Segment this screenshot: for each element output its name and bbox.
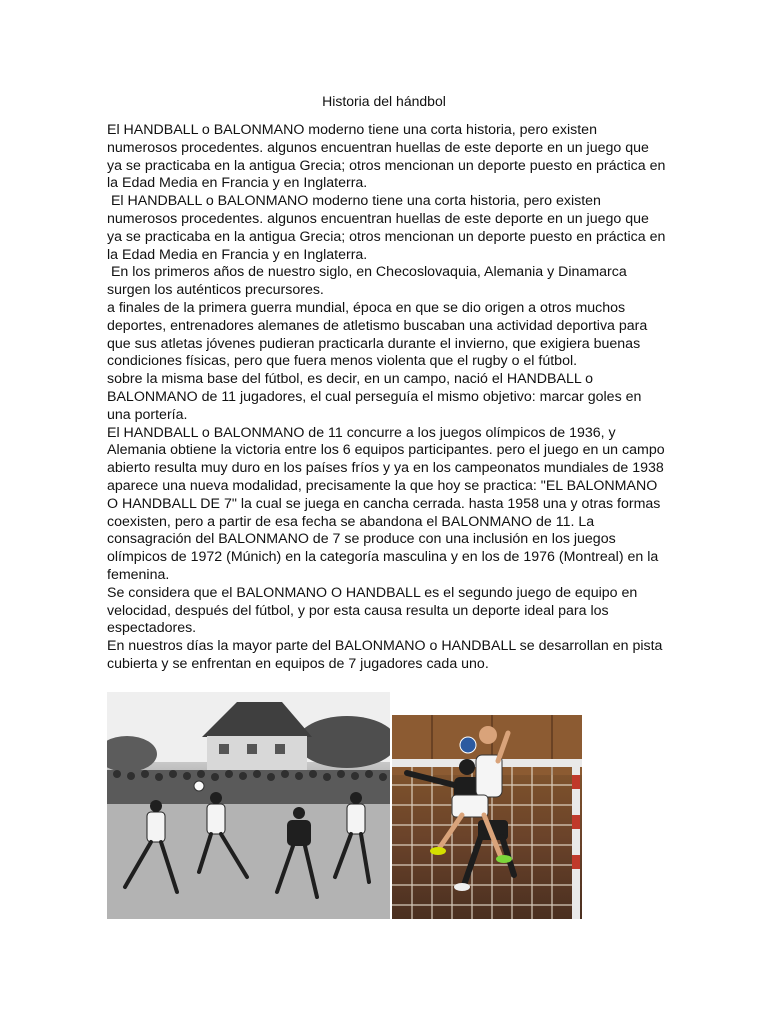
- paragraph: Se considera que el BALONMANO O HANDBALL es el segundo juego de equipo en velocidad, después del fútbol, y por esta causa resulta un deporte ideal para los espectadores.: [107, 584, 642, 637]
- page-title: Historia del hándbol: [322, 93, 446, 109]
- historic-field-handball-illustration: [107, 692, 390, 919]
- paragraph: sobre la misma base del fútbol, es decir, en un campo, nació el HANDBALL o BALONMANO de 11 jugadores, el cual perseguía el mismo objetivo: marcar goles en una portería.: [107, 371, 646, 423]
- paragraph: En nuestros días la mayor parte del BALONMANO o HANDBALL se desarrollan en pista cubierta y se enfrentan en equipos de 7 jugadores cada uno.: [107, 638, 667, 672]
- modern-handball-photo: [392, 715, 582, 919]
- paragraph: El HANDBALL o BALONMANO de 11 concurre a los juegos olímpicos de 1936, y Alemania obtiene la victoria entre los 6 equipos participantes. pero el juego en un campo abierto resulta muy duro en los países fríos y ya en los campeonatos mundiales de 1938 aparece una nueva modalidad, precisamente la que hoy se practica: "EL BALONMANO O HANDBALL DE 7" la cual se juega en cancha cerrada. hasta 1958 una y otras formas coexisten, pero a partir de esa fecha se abandona el BALONMANO de 11. La consagración del BALONMANO de 7 se produce con una inclusión en los juegos olímpicos de 1972 (Múnich) en la categoría masculina y en los de 1976 (Montreal) en la femenina.: [107, 424, 669, 583]
- paragraph: a finales de la primera guerra mundial, época en que se dio origen a otros muchos deportes, entrenadores alemanes de atletismo buscaban una actividad deportiva para que sus atletas jóvenes pudieran practicarla durante el invierno, que exigiera buenas condiciones físicas, pero que fuera menos violenta que el rugby o el fútbol.: [107, 299, 652, 370]
- indoor-handball-illustration: [392, 715, 582, 919]
- paragraph: El HANDBALL o BALONMANO moderno tiene una corta historia, pero existen numerosos procedentes. algunos encuentran huellas de este deporte en un juego que ya se practicaba en la antigua Grecia; otros mencionan un deporte puesto en práctica en la Edad Media en Francia y en Inglaterra.: [107, 122, 670, 192]
- document-body: [107, 122, 670, 674]
- paragraph: En los primeros años de nuestro siglo, en Checoslovaquia, Alemania y Dinamarca surgen los auténticos precursores.: [107, 264, 631, 299]
- historic-handball-photo: [107, 692, 390, 919]
- paragraph: El HANDBALL o BALONMANO moderno tiene una corta historia, pero existen numerosos procedentes. algunos encuentran huellas de este deporte en un juego que ya se practicaba en la antigua Grecia; otros mencionan un deporte puesto en práctica en la Edad Media en Francia y en Inglaterra.: [107, 193, 670, 263]
